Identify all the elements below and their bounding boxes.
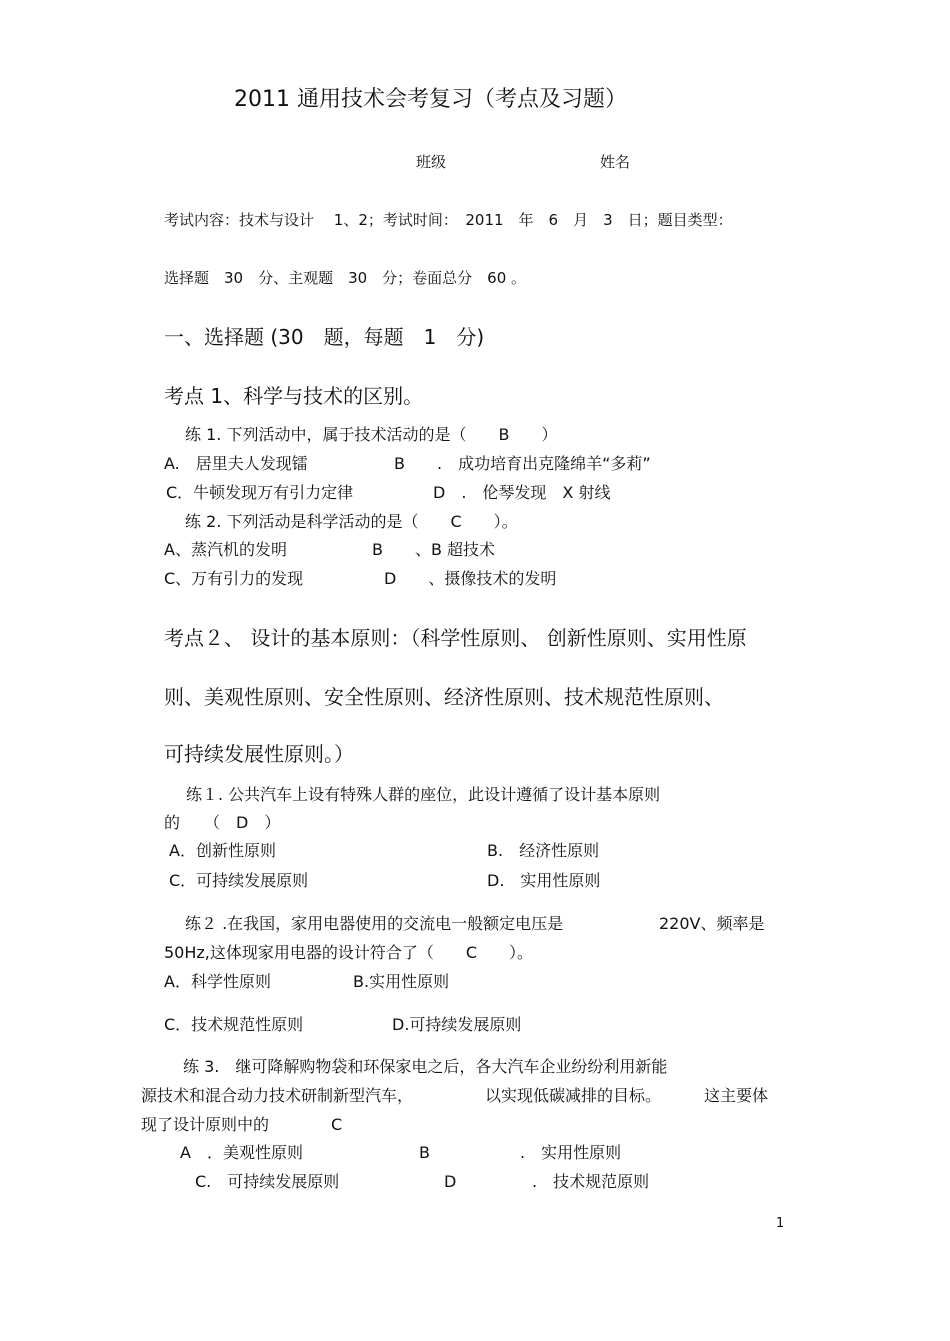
p2-q3-answer: C <box>331 1115 343 1134</box>
class-label: 班级 <box>416 153 447 171</box>
point1-heading: 考点 1、科学与技术的区别。 <box>164 384 424 408</box>
p1-q2-option-c: C、万有引力的发现 <box>164 569 304 588</box>
p2-q1-option-d: D. 实用性原则 <box>487 871 601 890</box>
p2-q2-stem-line2: 50Hz,这体现家用电器的设计符合了（ C ）。 <box>164 943 534 962</box>
p2-q1-stem-line1: 练１. 公共汽车上设有特殊人群的座位，此设计遵循了设计基本原则 <box>186 785 661 804</box>
p1-q1-option-a: A. 居里夫人发现镭 <box>164 454 308 473</box>
p2-q3-stem-line2c: 这主要体 <box>704 1086 769 1105</box>
document-title: 2011 通用技术会考复习（考点及习题） <box>234 87 627 112</box>
point2-heading-line1: 考点２、 设计的基本原则：（科学性原则、 创新性原则、实用性原 <box>164 626 747 650</box>
exam-info-line2: 选择题 30 分、主观题 30 分；卷面总分 60 。 <box>164 269 527 287</box>
p2-q2-stem-line1: 练２ .在我国，家用电器使用的交流电一般额定电压是 <box>185 914 564 933</box>
p2-q3-stem-line1: 练 3. 继可降解购物袋和环保家电之后，各大汽车企业纷纷利用新能 <box>183 1057 668 1076</box>
p2-q2-option-c: C．技术规范性原则 <box>164 1015 304 1034</box>
p2-q1-option-a: A．创新性原则 <box>169 841 276 860</box>
p1-q1-option-c: C．牛顿发现万有引力定律 <box>166 483 354 502</box>
p2-q3-stem-line3: 现了设计原则中的 <box>141 1115 270 1134</box>
p2-q1-stem-line2: 的 （ D ） <box>164 813 281 832</box>
p2-q1-option-b: B. 经济性原则 <box>487 841 600 860</box>
p2-q3-option-d-letter: D <box>444 1172 457 1191</box>
p1-q2-stem: 练 2. 下列活动是科学活动的是（ C ）。 <box>185 512 518 531</box>
p2-q3-stem-line2a: 源技术和混合动力技术研制新型汽车， <box>141 1086 414 1105</box>
p1-q1-option-b: B . 成功培育出克隆绵羊“多莉” <box>394 454 651 473</box>
p2-q2-option-a: A．科学性原则 <box>164 972 271 991</box>
p1-q2-option-b: B 、B 超技术 <box>372 540 496 559</box>
p2-q2-option-b: B.实用性原则 <box>353 972 450 991</box>
p1-q2-option-a: A、蒸汽机的发明 <box>164 540 287 559</box>
p2-q2-stem-value: 220V、频率是 <box>659 914 765 933</box>
p2-q3-option-d-text: . 技术规范原则 <box>532 1172 650 1191</box>
p2-q3-option-b-text: . 实用性原则 <box>520 1143 622 1162</box>
p2-q3-option-a: A ．美观性原则 <box>180 1143 303 1162</box>
exam-info-line1: 考试内容：技术与设计 1、2；考试时间： 2011 年 6 月 3 日；题目类型： <box>164 211 733 229</box>
p2-q1-option-c: C．可持续发展原则 <box>169 871 309 890</box>
p2-q2-option-d: D.可持续发展原则 <box>392 1015 522 1034</box>
section-heading: 一、选择题 (30 题，每题 1 分) <box>164 325 485 349</box>
p1-q2-option-d: D 、摄像技术的发明 <box>384 569 557 588</box>
name-label: 姓名 <box>600 153 631 171</box>
p2-q3-stem-line2b: 以实现低碳减排的目标。 <box>485 1086 662 1105</box>
point2-heading-line3: 可持续发展性原则。） <box>164 742 354 766</box>
point2-heading-line2: 则、美观性原则、安全性原则、经济性原则、技术规范性原则、 <box>164 685 724 709</box>
p2-q3-option-c: C. 可持续发展原则 <box>195 1172 340 1191</box>
p1-q1-option-d: D . 伦琴发现 X 射线 <box>433 483 611 502</box>
p1-q1-stem: 练 1. 下列活动中，属于技术活动的是（ B ） <box>185 425 558 444</box>
page-number: 1 <box>776 1216 785 1231</box>
p2-q3-option-b-letter: B <box>419 1143 430 1162</box>
